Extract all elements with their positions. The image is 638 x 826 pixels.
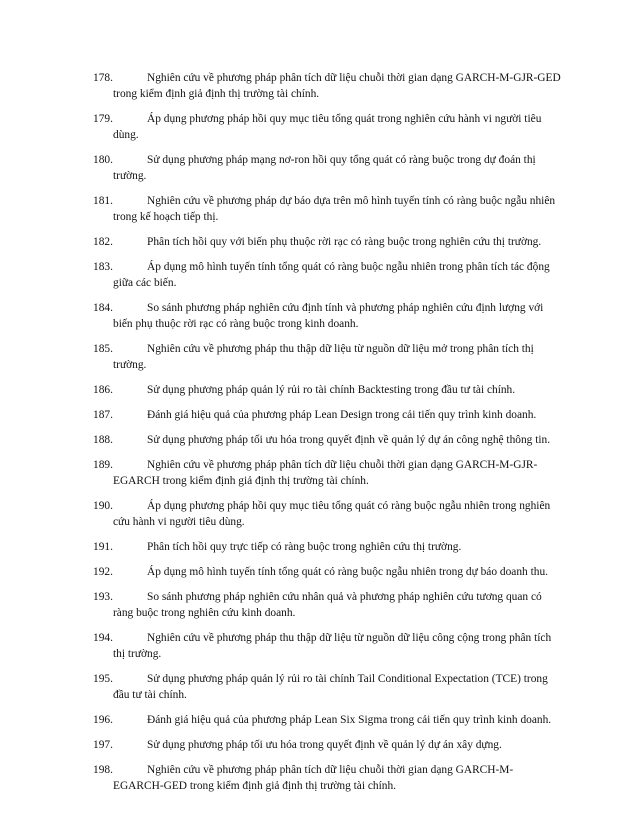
- list-item: [93, 234, 563, 250]
- list-item: [93, 407, 563, 423]
- item-text: Đánh giá hiệu quả của phương pháp Lean Six Sigma trong cải tiến quy trình kinh doanh.: [147, 714, 552, 726]
- list-item: [93, 589, 563, 621]
- item-text: Sử dụng phương pháp tối ưu hóa trong quyết định về quản lý dự án xây dựng.: [147, 739, 502, 751]
- item-number: 179.: [93, 113, 113, 125]
- item-number: 188.: [93, 434, 113, 446]
- list-item: [93, 457, 563, 489]
- list-item: [93, 712, 563, 728]
- item-number: 182.: [93, 236, 113, 248]
- list-item: [93, 152, 563, 184]
- item-number: 186.: [93, 384, 113, 396]
- item-text: Đánh giá hiệu quả của phương pháp Lean Design trong cải tiến quy trình kinh doanh.: [147, 409, 537, 421]
- item-text: Sử dụng phương pháp quản lý rủi ro tài chính Tail Conditional Expectation (TCE) trong đầu tư tài chính.: [113, 673, 548, 701]
- list-item: [93, 498, 563, 530]
- list-item: [93, 630, 563, 662]
- list-item: [93, 671, 563, 703]
- item-number: 187.: [93, 409, 113, 421]
- topic-list: [93, 70, 563, 803]
- item-text: Nghiên cứu về phương pháp thu thập dữ liệu từ nguồn dữ liệu công cộng trong phân tích thị trường.: [113, 632, 552, 660]
- item-number: 197.: [93, 739, 113, 751]
- item-number: 194.: [93, 632, 113, 644]
- item-text: Nghiên cứu về phương pháp phân tích dữ liệu chuỗi thời gian dạng GARCH-M-EGARCH-GED trong kiểm định giả định thị trường tài chính.: [113, 764, 514, 792]
- list-item: [93, 70, 563, 102]
- list-item: [93, 259, 563, 291]
- item-text: Phân tích hồi quy với biến phụ thuộc rời rạc có ràng buộc trong nghiên cứu thị trường.: [147, 236, 542, 248]
- item-number: 192.: [93, 566, 113, 578]
- list-item: [93, 382, 563, 398]
- item-number: 196.: [93, 714, 113, 726]
- list-item: [93, 762, 563, 794]
- list-item: [93, 300, 563, 332]
- list-item: [93, 111, 563, 143]
- item-number: 178.: [93, 72, 113, 84]
- item-number: 191.: [93, 541, 113, 553]
- item-text: Nghiên cứu về phương pháp phân tích dữ liệu chuỗi thời gian dạng GARCH-M-GJR-EGARCH trong kiểm định giả định thị trường tài chính.: [113, 459, 538, 487]
- item-text: Sử dụng phương pháp tối ưu hóa trong quyết định về quản lý dự án công nghệ thông tin.: [147, 434, 551, 446]
- item-number: 195.: [93, 673, 113, 685]
- item-text: So sánh phương pháp nghiên cứu nhân quả và phương pháp nghiên cứu tương quan có ràng buộc trong nghiên cứu kinh doanh.: [113, 591, 542, 619]
- item-text: Áp dụng phương pháp hồi quy mục tiêu tổng quát trong nghiên cứu hành vi người tiêu dùng.: [113, 113, 542, 141]
- item-text: Nghiên cứu về phương pháp dự báo dựa trên mô hình tuyến tính có ràng buộc ngẫu nhiên trong kế hoạch tiếp thị.: [113, 195, 556, 223]
- item-number: 190.: [93, 500, 113, 512]
- item-text: Sử dụng phương pháp mạng nơ-ron hồi quy tổng quát có ràng buộc trong dự đoán thị trường.: [113, 154, 536, 182]
- item-text: Sử dụng phương pháp quản lý rủi ro tài chính Backtesting trong đầu tư tài chính.: [147, 384, 516, 396]
- item-text: Áp dụng phương pháp hồi quy mục tiêu tổng quát có ràng buộc ngẫu nhiên trong nghiên cứu hành vi người tiêu dùng.: [113, 500, 551, 528]
- item-text: Nghiên cứu về phương pháp thu thập dữ liệu từ nguồn dữ liệu mở trong phân tích thị trường.: [113, 343, 534, 371]
- list-item: [93, 564, 563, 580]
- item-number: 183.: [93, 261, 113, 273]
- item-number: 198.: [93, 764, 113, 776]
- item-text: Phân tích hồi quy trực tiếp có ràng buộc trong nghiên cứu thị trường.: [147, 541, 462, 553]
- item-text: Áp dụng mô hình tuyến tính tổng quát có ràng buộc ngẫu nhiên trong phân tích tác động giữa các biến.: [113, 261, 550, 289]
- item-number: 180.: [93, 154, 113, 166]
- item-text: So sánh phương pháp nghiên cứu định tính và phương pháp nghiên cứu định lượng với biến phụ thuộc rời rạc có ràng buộc trong kinh doanh.: [113, 302, 544, 330]
- item-number: 185.: [93, 343, 113, 355]
- list-item: [93, 193, 563, 225]
- item-number: 193.: [93, 591, 113, 603]
- item-number: 184.: [93, 302, 113, 314]
- item-number: 189.: [93, 459, 113, 471]
- list-item: [93, 432, 563, 448]
- item-text: Áp dụng mô hình tuyến tính tổng quát có ràng buộc ngẫu nhiên trong dự báo doanh thu.: [147, 566, 548, 578]
- list-item: [93, 737, 563, 753]
- list-item: [93, 539, 563, 555]
- list-item: [93, 341, 563, 373]
- item-number: 181.: [93, 195, 113, 207]
- item-text: Nghiên cứu về phương pháp phân tích dữ liệu chuỗi thời gian dạng GARCH-M-GJR-GED trong kiểm định giả định thị trường tài chính.: [113, 72, 561, 100]
